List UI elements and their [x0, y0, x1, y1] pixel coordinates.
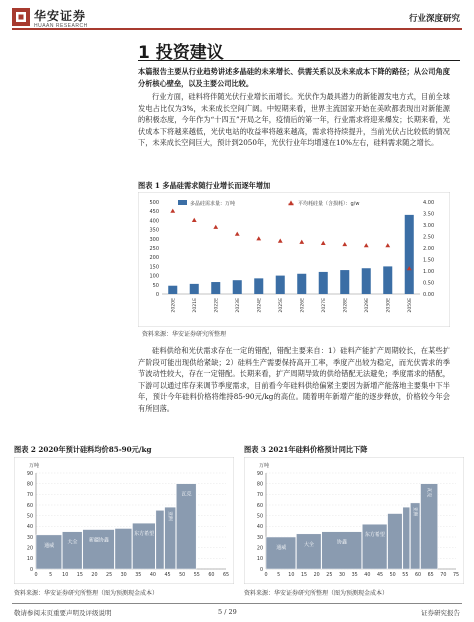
bar-2050E — [405, 215, 414, 294]
x-tick-label: 70 — [440, 573, 447, 578]
y-left-tick-label: 350 — [149, 227, 159, 234]
y-right-tick-label: 1.50 — [423, 257, 435, 264]
y-tick-label: 60 — [256, 503, 263, 509]
y-left-tick-label: 450 — [149, 209, 159, 216]
x-tick-label: 5 — [49, 573, 53, 578]
y-right-tick-label: 3.50 — [423, 211, 435, 218]
figure-3-chart — [244, 457, 464, 584]
y-tick-label: 90 — [26, 471, 33, 477]
x-tick-label: 50 — [179, 573, 186, 578]
logo-subtext: HUAAN RESEARCH — [34, 23, 88, 29]
x-tick-label: 2026E — [300, 298, 306, 313]
y-tick-label: 50 — [26, 514, 33, 520]
y-tick-label: 10 — [256, 557, 263, 563]
x-tick-label: 15 — [76, 573, 83, 578]
cost-bar-2 — [83, 530, 115, 569]
x-tick-label: 25 — [106, 573, 113, 578]
x-tick-label: 2022E — [214, 298, 220, 313]
x-tick-label: 10 — [62, 573, 69, 578]
figure-1-title: 图表 1 多晶硅需求随行业增长而逐年增加 — [138, 181, 271, 190]
cost-bar-label: 东方希望 — [134, 531, 155, 538]
x-tick-label: 2050E — [407, 298, 413, 313]
y-right-tick-label: 0.00 — [423, 292, 435, 298]
x-tick-label: 2024E — [257, 298, 263, 313]
x-tick-label: 20 — [91, 573, 98, 578]
page-number: 5 / 29 — [218, 608, 237, 616]
y-left-tick-label: 200 — [149, 255, 159, 262]
legend-bar-label: 多晶硅需求量：万吨 — [190, 201, 236, 207]
y-tick-label: 90 — [256, 471, 263, 477]
x-tick-label: 2023E — [235, 298, 241, 313]
figure-2-source: 资料来源：华安证券研究所整理（图为预测现金成本） — [14, 590, 159, 597]
section-divider — [138, 60, 460, 61]
x-tick-label: 2029E — [364, 298, 370, 313]
y-left-tick-label: 250 — [149, 246, 159, 252]
bar-2020E — [168, 286, 177, 294]
figure-3-source: 资料来源：华安证券研究所整理（图为预测现金成本） — [244, 590, 389, 597]
x-tick-label: 45 — [376, 573, 384, 578]
cost-bar-label: 新疆协鑫 — [88, 537, 109, 544]
cost-bar-label: 瓦克 — [425, 487, 431, 498]
x-tick-label: 55 — [193, 573, 200, 578]
bar-2022E — [211, 282, 220, 294]
cost-bar-label: 通威 — [44, 542, 55, 549]
report-type: 行业深度研究 — [408, 14, 460, 24]
bar-2026E — [297, 274, 306, 294]
y-left-tick-label: 500 — [149, 200, 159, 206]
paragraph-summary: 本篇报告主要从行业趋势讲述多晶硅的未来增长、供需关系以及未来成本下降的路径；从公司角度分析核心壁垒，以及主要公司比较。 — [138, 67, 450, 88]
x-tick-label: 40 — [364, 573, 371, 578]
cost-bar-label: 大全 — [304, 541, 315, 548]
x-tick-label: 0 — [34, 573, 38, 578]
y-tick-label: 50 — [256, 514, 263, 520]
x-tick-label: 60 — [208, 573, 215, 578]
cost-bar-3 — [115, 528, 132, 569]
x-tick-label: 30 — [120, 573, 127, 578]
y-right-tick-label: 4.00 — [423, 200, 435, 206]
legend-marker-label: 平均耗硅量（含损耗）：g/w — [298, 201, 360, 207]
bar-2021E — [190, 284, 199, 294]
y-left-tick-label: 50 — [152, 282, 159, 289]
x-tick-label: 60 — [414, 573, 422, 578]
bar-2025E — [276, 276, 285, 294]
x-tick-label: 75 — [452, 573, 460, 578]
cost-bar-0 — [36, 535, 62, 569]
x-tick-label: 45 — [164, 573, 171, 578]
x-tick-label: 50 — [389, 573, 396, 578]
y-unit-label: 万吨 — [28, 463, 40, 469]
y-tick-label: 30 — [256, 535, 263, 541]
y-tick-label: 0 — [29, 567, 33, 573]
y-tick-label: 70 — [26, 493, 33, 499]
paragraph-supply: 硅料供给和光伏需求存在一定的错配，错配主要来自：1）硅料产能扩产周期较长，在某些扩产阶段可能出现供给紧缺；2）硅料生产需要保持高开工率，季度产出较为稳定，而光伏需求的季节波动性较大，存在一定错配。长期来看，扩产周期导致的供给错配无法避免；季度需求的错配，下游可以通过库存来调节季度需求，目前看今年硅料供给偏紧主要因为新增产能落地主要集中下半年，预计今年硅料价格将维持85-90元/kg的高位。随着明年新增产能的逐步释放，价格较今年会有所回落。 — [138, 346, 450, 413]
footer-divider — [12, 603, 462, 604]
cost-bar-label: 大全 — [67, 539, 78, 546]
footer-disclaimer: 敬请参阅末页重要声明及评级说明 — [14, 609, 112, 617]
y-right-tick-label: 0.50 — [423, 280, 435, 287]
y-tick-label: 80 — [26, 482, 33, 488]
y-left-tick-label: 100 — [149, 273, 159, 280]
cost-bar-label: 东方希望 — [364, 532, 385, 539]
y-tick-label: 80 — [256, 482, 263, 488]
logo-icon — [12, 8, 30, 26]
x-tick-label: 2021E — [192, 298, 198, 313]
x-tick-label: 2028E — [343, 298, 349, 313]
figure-3-title: 图表 3 2021年硅料价格预计同比下降 — [244, 445, 368, 454]
footer-brand: 证券研究报告 — [421, 609, 460, 617]
x-tick-label: 2027E — [321, 298, 327, 313]
cost-bar-label: 亚洲 — [411, 506, 417, 517]
y-tick-label: 0 — [259, 567, 263, 573]
y-tick-label: 30 — [26, 535, 33, 541]
x-tick-label: 15 — [300, 573, 308, 578]
cost-bar-4 — [132, 523, 155, 569]
y-tick-label: 20 — [26, 546, 33, 552]
figure-1-source: 资料来源：华安证券研究所整理 — [142, 331, 227, 338]
chart-frame — [138, 192, 450, 327]
bar-2023E — [233, 280, 242, 294]
y-tick-label: 40 — [256, 525, 263, 531]
y-tick-label: 60 — [26, 503, 33, 509]
cost-bar-2 — [322, 532, 362, 569]
y-unit-label: 万吨 — [258, 463, 270, 469]
y-left-tick-label: 300 — [149, 236, 159, 243]
x-tick-label: 2020E — [171, 298, 177, 313]
y-tick-label: 10 — [26, 557, 33, 563]
x-tick-label: 40 — [149, 573, 156, 578]
y-left-tick-label: 150 — [149, 264, 159, 271]
y-right-tick-label: 2.50 — [423, 234, 435, 241]
x-tick-label: 35 — [135, 573, 142, 578]
x-tick-label: 0 — [264, 573, 268, 578]
y-right-tick-label: 2.00 — [423, 246, 435, 252]
cost-bar-3 — [362, 524, 387, 569]
x-tick-label: 5 — [277, 573, 281, 578]
x-tick-label: 65 — [222, 573, 230, 578]
figure-2-title: 图表 2 2020年预计硅料均价85-90元/kg — [14, 445, 152, 454]
figure-1-chart — [138, 192, 450, 327]
cost-bar-label: 协鑫 — [336, 539, 348, 546]
cost-bar-5 — [403, 507, 410, 569]
y-tick-label: 20 — [256, 546, 263, 552]
y-tick-label: 70 — [256, 493, 263, 499]
cost-bar-1 — [62, 532, 82, 569]
section-title: 1 投资建议 — [138, 43, 224, 63]
cost-bar-0 — [266, 537, 296, 569]
logo-text: 华安证券 — [34, 9, 87, 23]
x-tick-label: 55 — [402, 573, 409, 578]
cost-bar-1 — [296, 534, 321, 569]
paragraph-industry: 行业方面，硅料将伴随光伏行业增长而增长。光伏作为最具潜力的新能源发电方式，目前全球发电占比仅为3%，未来成长空间广阔。中短期来看，世界主流国家开始在美欧都表现出对新能源的积极态度，今年作为“十四五”开局之年，疫情后的第一年，行业需求将迎来爆发；长期来看，光伏成本下将越来越低，光伏电站的收益率将越来越高，需求将持续提升，当前光伏占比较低的情况下，未来成长空间巨大，预计到2050年，光伏行业年均增速在10%左右，硅料需求随之增长。 — [138, 92, 450, 147]
bar-2030E — [383, 266, 392, 294]
y-tick-label: 40 — [26, 525, 33, 531]
cost-bar-label: 亚洲 — [166, 511, 172, 521]
header-divider — [12, 28, 462, 30]
x-tick-label: 2030E — [386, 298, 392, 313]
y-left-tick-label: 0 — [155, 292, 159, 298]
x-tick-label: 20 — [313, 573, 320, 578]
cost-bar-label: 瓦克 — [181, 491, 192, 498]
cost-bar-4 — [388, 514, 403, 569]
y-right-tick-label: 3.00 — [423, 223, 435, 229]
bar-2027E — [319, 272, 328, 294]
cost-bar-5 — [156, 510, 164, 569]
cost-bar-label: 通威 — [276, 545, 287, 551]
bar-2029E — [362, 268, 371, 294]
header-logo — [12, 6, 132, 36]
x-tick-label: 2025E — [278, 298, 284, 313]
y-left-tick-label: 400 — [149, 218, 159, 225]
x-tick-label: 10 — [288, 573, 295, 578]
bar-2028E — [340, 270, 349, 294]
x-tick-label: 25 — [326, 573, 333, 578]
x-tick-label: 30 — [338, 573, 346, 578]
figure-2-chart — [14, 457, 234, 584]
y-right-tick-label: 1.00 — [423, 269, 435, 275]
legend-bar-swatch — [178, 200, 187, 205]
x-tick-label: 35 — [351, 573, 358, 578]
bar-2024E — [254, 278, 263, 294]
x-tick-label: 65 — [427, 573, 434, 578]
